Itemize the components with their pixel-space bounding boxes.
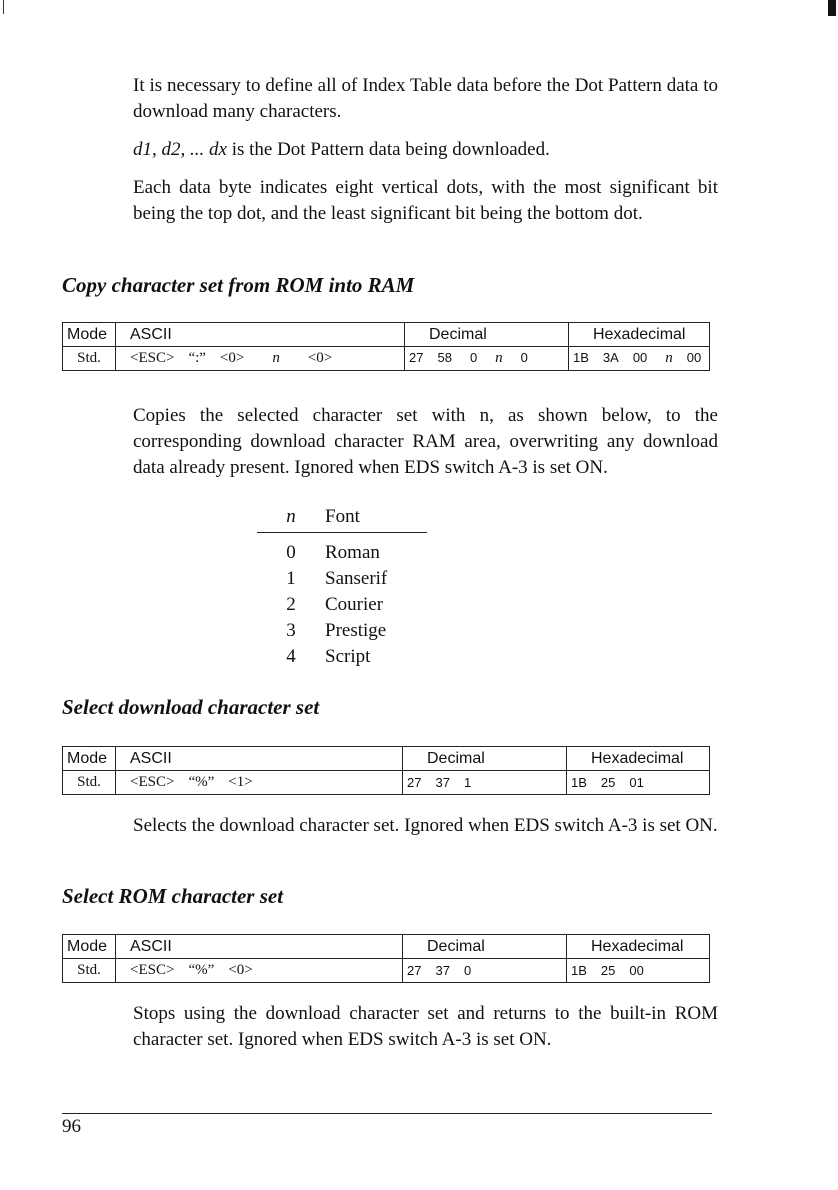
font-name: Roman bbox=[325, 542, 380, 563]
section-description: Stops using the download character set and returns to the built-in ROM character set. Ignored when EDS switch A-3 is set ON. bbox=[133, 1003, 718, 1050]
hex-token: 00 bbox=[686, 350, 702, 365]
decimal-token: 37 bbox=[435, 963, 450, 978]
command-table bbox=[62, 322, 710, 371]
header-decimal: Decimal bbox=[403, 935, 567, 959]
font-row bbox=[257, 592, 427, 618]
decimal-cell bbox=[403, 771, 567, 795]
hex-cell bbox=[567, 771, 710, 795]
decimal-token: 58 bbox=[437, 350, 452, 365]
decimal-token: 0 bbox=[520, 350, 528, 365]
hex-cell bbox=[569, 347, 710, 371]
hex-cell bbox=[567, 959, 710, 983]
ascii-token: <0> bbox=[307, 350, 333, 366]
ascii-token: <ESC> bbox=[130, 774, 175, 790]
decimal-cell bbox=[403, 959, 567, 983]
decimal-cell bbox=[405, 347, 569, 371]
decimal-token: 37 bbox=[435, 775, 450, 790]
font-row bbox=[257, 540, 427, 566]
section-description: Copies the selected character set with n, as shown below, to the corresponding download character RAM area, overwriting any download data already present. Ignored when EDS switch A-3 is set ON. bbox=[133, 405, 718, 478]
font-n: 0 bbox=[286, 542, 296, 563]
font-n: 3 bbox=[286, 620, 296, 641]
font-row bbox=[257, 618, 427, 644]
header-decimal: Decimal bbox=[405, 323, 569, 347]
footer-rule bbox=[62, 1113, 712, 1114]
section-heading: Select ROM character set bbox=[62, 884, 284, 908]
header-hex: Hexadecimal bbox=[569, 323, 710, 347]
header-ascii: ASCII bbox=[116, 747, 403, 771]
hex-token: 1B bbox=[573, 350, 589, 365]
decimal-token: n bbox=[495, 350, 503, 366]
scan-mark bbox=[3, 0, 4, 14]
mode-cell: Std. bbox=[63, 959, 116, 983]
section-heading: Copy character set from ROM into RAM bbox=[62, 273, 415, 297]
font-name: Script bbox=[325, 646, 371, 667]
ascii-cell bbox=[116, 959, 403, 983]
font-table-header bbox=[257, 504, 427, 530]
hex-token: 25 bbox=[600, 963, 616, 978]
hex-token: 1B bbox=[571, 963, 587, 978]
decimal-token: 27 bbox=[409, 350, 424, 365]
font-table bbox=[257, 504, 427, 670]
header-n: n bbox=[286, 506, 296, 527]
font-table-rule bbox=[257, 532, 427, 533]
font-row bbox=[257, 644, 427, 670]
ascii-token: <0> bbox=[228, 962, 253, 978]
hex-token: n bbox=[665, 350, 673, 366]
intro-text: is the Dot Pattern data being downloaded. bbox=[226, 139, 550, 160]
decimal-token: 0 bbox=[463, 963, 472, 978]
ascii-token: <ESC> bbox=[130, 962, 175, 978]
ascii-token: <1> bbox=[228, 774, 253, 790]
decimal-token: 27 bbox=[407, 963, 422, 978]
hex-token: 1B bbox=[571, 775, 587, 790]
mode-cell: Std. bbox=[63, 771, 116, 795]
font-name: Sanserif bbox=[325, 568, 388, 589]
hex-token: 00 bbox=[629, 963, 644, 978]
hex-token: 00 bbox=[632, 350, 648, 365]
header-decimal: Decimal bbox=[403, 747, 567, 771]
ascii-cell bbox=[116, 771, 403, 795]
section-description: Selects the download character set. Ignored when EDS switch A-3 is set ON. bbox=[133, 815, 718, 836]
hex-token: 3A bbox=[602, 350, 619, 365]
ascii-token: n bbox=[272, 350, 280, 366]
font-name: Courier bbox=[325, 594, 384, 615]
page-number: 96 bbox=[62, 1116, 81, 1137]
font-name: Prestige bbox=[325, 620, 387, 641]
header-mode: Mode bbox=[63, 323, 116, 347]
header-hex: Hexadecimal bbox=[567, 747, 710, 771]
intro-paragraph bbox=[133, 137, 718, 163]
dot-pattern-vars: d1, d2, ... dx bbox=[133, 139, 227, 160]
decimal-token: 0 bbox=[469, 350, 478, 365]
intro-paragraph: Each data byte indicates eight vertical dots, with the most significant bit being the top dot, and the least significant bit being the bottom dot. bbox=[133, 177, 718, 224]
command-table bbox=[62, 934, 710, 983]
scan-mark bbox=[828, 0, 836, 16]
hex-token: 01 bbox=[629, 775, 644, 790]
ascii-token: “%” bbox=[188, 774, 215, 790]
header-mode: Mode bbox=[63, 935, 116, 959]
font-row bbox=[257, 566, 427, 592]
section-heading: Select download character set bbox=[62, 695, 320, 719]
mode-cell: Std. bbox=[63, 347, 116, 371]
header-ascii: ASCII bbox=[116, 935, 403, 959]
command-table bbox=[62, 746, 710, 795]
header-mode: Mode bbox=[63, 747, 116, 771]
header-font: Font bbox=[325, 506, 360, 527]
ascii-cell bbox=[116, 347, 405, 371]
header-hex: Hexadecimal bbox=[567, 935, 710, 959]
ascii-token: “%” bbox=[188, 962, 215, 978]
decimal-token: 27 bbox=[407, 775, 422, 790]
ascii-token: <ESC> bbox=[130, 350, 175, 366]
hex-token: 25 bbox=[600, 775, 616, 790]
decimal-token: 1 bbox=[463, 775, 472, 790]
ascii-token: “:” bbox=[188, 350, 206, 366]
font-n: 2 bbox=[286, 594, 296, 615]
header-ascii: ASCII bbox=[116, 323, 405, 347]
intro-paragraph: It is necessary to define all of Index Table data before the Dot Pattern data to download many characters. bbox=[133, 75, 718, 122]
font-n: 4 bbox=[286, 646, 296, 667]
ascii-token: <0> bbox=[219, 350, 245, 366]
font-n: 1 bbox=[286, 568, 296, 589]
